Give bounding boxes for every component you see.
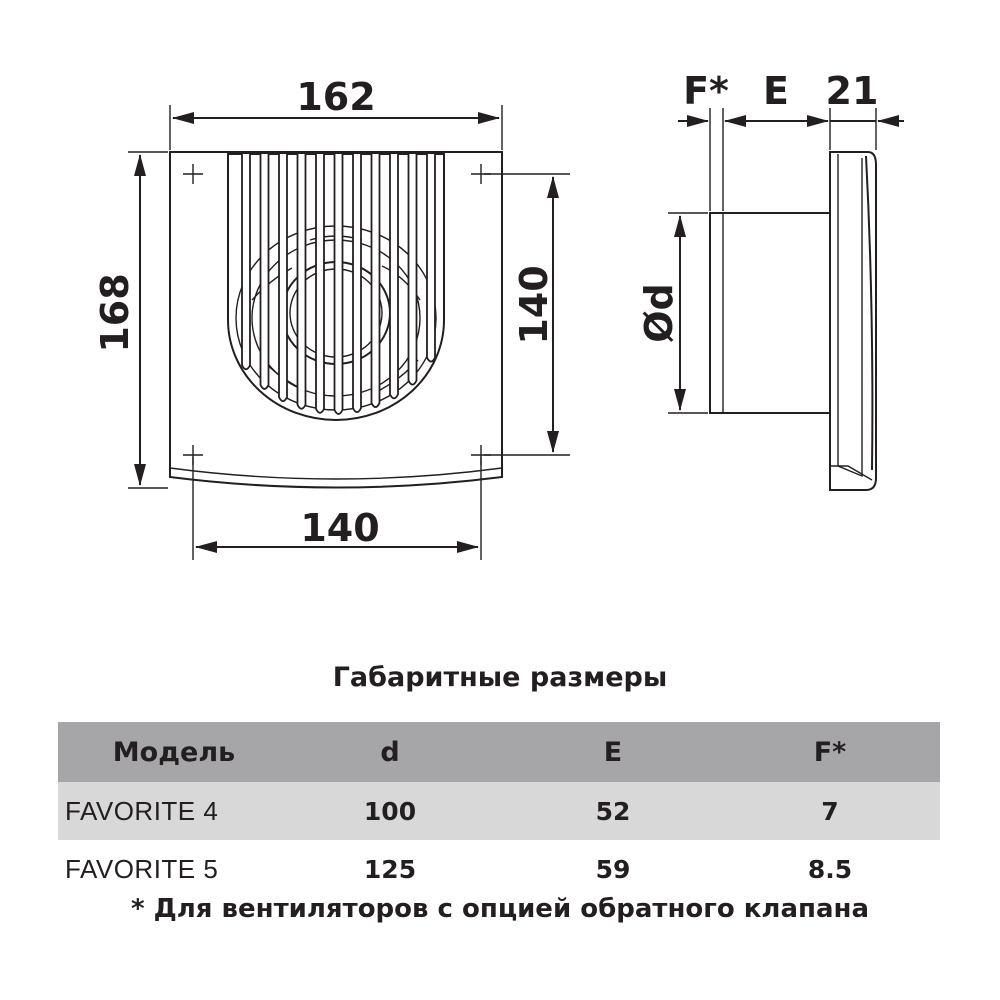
header-model: Модель	[112, 736, 236, 768]
cell-e: 52	[595, 796, 631, 826]
grille-bar	[390, 154, 398, 398]
grille-bar	[279, 154, 287, 401]
cell-model: FAVORITE 4	[65, 795, 219, 826]
dim-width-bottom: 140	[300, 506, 380, 550]
table-title: Габаритные размеры	[332, 662, 668, 693]
grille-bar	[242, 154, 250, 369]
footnote: * Для вентиляторов с опцией обратного клапана	[130, 894, 870, 924]
grille-bar	[427, 154, 435, 362]
side-view	[637, 69, 904, 490]
table-row	[58, 782, 940, 840]
dim-label-diameter: Ød	[637, 283, 681, 343]
header-d: d	[380, 736, 400, 768]
dim-label-e: E	[763, 69, 789, 113]
dim-height-left: 168	[93, 273, 137, 353]
grille-bar	[261, 154, 269, 389]
cell-f: 7	[821, 796, 839, 826]
grille-bar	[298, 154, 306, 409]
cell-d: 100	[363, 796, 417, 826]
dim-label-depth: 21	[825, 69, 879, 113]
dim-height-right: 140	[512, 265, 556, 345]
table-header-row	[58, 722, 940, 782]
grille-bar	[409, 154, 417, 385]
dim-width-top: 162	[296, 75, 376, 119]
grille-bar	[353, 154, 361, 412]
front-view	[93, 75, 570, 560]
header-f: F*	[813, 736, 847, 768]
dim-label-f: F*	[683, 69, 729, 113]
grille	[228, 154, 444, 420]
grille-bar	[316, 154, 324, 413]
cell-f: 8.5	[807, 854, 853, 884]
cell-d: 125	[363, 854, 417, 884]
table-row	[58, 840, 940, 898]
grille-bar	[335, 154, 343, 414]
grille-bar	[372, 154, 380, 407]
cell-e: 59	[595, 854, 631, 884]
header-e: E	[603, 736, 623, 768]
cell-model: FAVORITE 5	[65, 853, 219, 884]
